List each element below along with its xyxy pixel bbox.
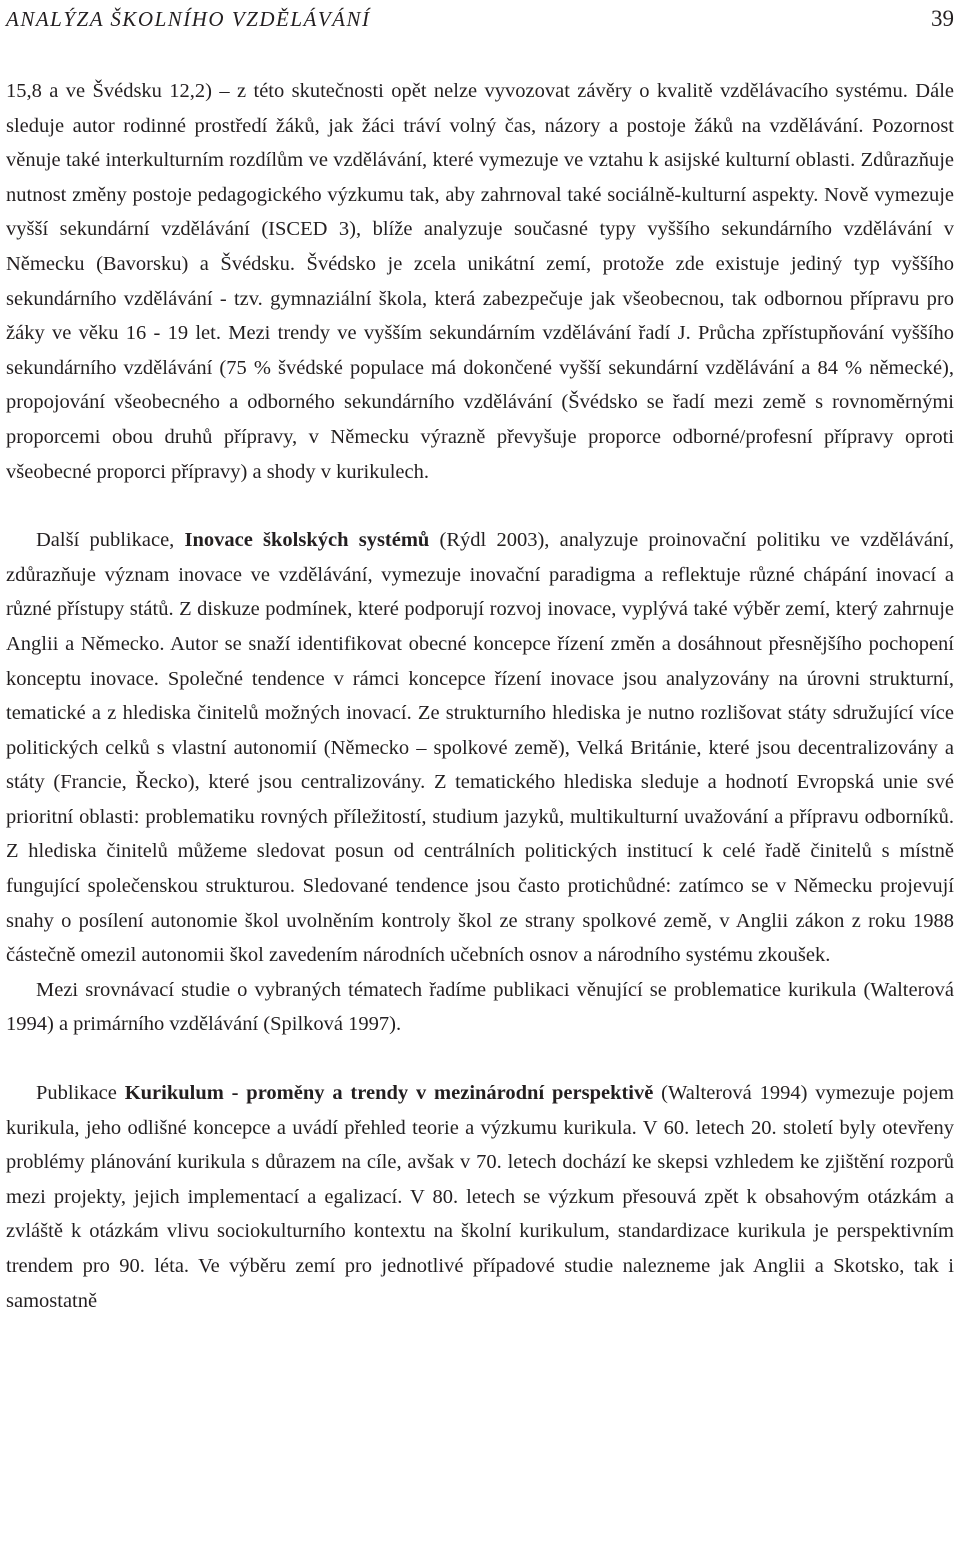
paragraph-3: Mezi srovnávací studie o vybraných tématech řadíme publikaci věnující se problematice kurikula (Walterová 1994) a primárního vzdělávání (Spilková 1997). (6, 978, 954, 1036)
paragraph-2 (6, 523, 954, 973)
page-number: 39 (931, 6, 954, 31)
paragraph-4-lead: Publikace (36, 1082, 125, 1105)
paragraph-2-body: (Rýdl 2003), analyzuje proinovační politiku ve vzdělávání, zdůrazňuje význam inovace ve vzdělávání, vymezuje inovační paradigma a reflektuje různé chápání inovací a různé přístupy států. Z diskuze podmínek, které podporují rozvoj inovace, vyplývá také výběr zemí, který zahrnuje Anglii a Německo. Autor se snaží identifikovat obecné koncepce řízení změn a dosáhnout přesnějšího pochopení konceptu inovace. Společné tendence v rámci koncepce řízení inovace jsou analyzovány na úrovni strukturní, tematické a z hlediska činitelů možných inovací. Ze strukturního hlediska je nutno rozlišovat státy sdružující více politických celků s vlastní autonomií (Německo – spolkové země), Velká Británie, které jsou decentralizovány a státy (Francie, Řecko), které jsou centralizovány. Z tematického hlediska sleduje a hodnotí Evropská unie své prioritní oblasti: problematiku rovných příležitostí, studium jazyků, multikulturní uvažování a přípravu odborníků. Z hlediska činitelů můžeme sledovat posun od centrálních politických institucí k celé řadě činitelů s místně fungující společenskou strukturou. Sledované tendence jsou často protichůdné: zatímco se v Německu projevují snahy o posílení autonomie škol uvolněním kontroly škol ze strany spolkové země, v Anglii zákon z roku 1988 částečně omezil autonomii škol zavedením národních učebních osnov a národního systému zkoušek. (6, 529, 954, 967)
running-title: ANALÝZA ŠKOLNÍHO VZDĚLÁVÁNÍ (6, 7, 371, 31)
paragraph-4 (6, 1076, 954, 1318)
body-text (6, 74, 954, 1318)
paragraph-4-body: (Walterová 1994) vymezuje pojem kurikula, jeho odlišné koncepce a uvádí přehled teorie a výzkumu kurikula. V 60. letech 20. století byly otevřeny problémy plánování kurikula s důrazem na cíle, avšak v 70. letech dochází ke skepsi vzhledem ke zjištění rozporů mezi projekty, jejich implementací a egalizací. V 80. letech se výzkum přesouvá zpět k obsahovým otázkám a zvláště k otázkám vlivu sociokulturního kontextu na školní kurikulum, standardizace kurikula je perspektivním trendem pro 90. léta. Ve výběru zemí pro jednotlivé případové studie nalezneme jak Anglii a Skotsko, tak i samostatně (6, 1082, 954, 1312)
paragraph-1: 15,8 a ve Švédsku 12,2) – z této skutečnosti opět nelze vyvozovat závěry o kvalitě vzdělávacího systému. Dále sleduje autor rodinné prostředí žáků, jak žáci tráví volný čas, názory a postoje žáků na vzdělávání. Pozornost věnuje také interkulturním rozdílům ve vzdělávání, které vymezuje ve vztahu k asijské kulturní oblasti. Zdůrazňuje nutnost změny postoje pedagogického výzkumu tak, aby zahrnoval také sociálně-kulturní aspekty. Nově vymezuje vyšší sekundární vzdělávání (ISCED 3), blíže analyzuje současné typy vyššího sekundárního vzdělávání v Německu (Bavorsku) a Švédsku. Švédsko je zcela unikátní zemí, protože zde existuje jediný typ vyššího sekundárního vzdělávání - tzv. gymnaziální škola, která zabezpečuje jak všeobecnou, tak odbornou přípravu pro žáky ve věku 16 - 19 let. Mezi trendy ve vyšším sekundárním vzdělávání řadí J. Průcha zpřístupňování vyššího sekundárního vzdělávání (75 % švédské populace má dokončené vyšší sekundární vzdělávání a 84 % německé), propojování všeobecného a odborného sekundárního vzdělávání (Švédsko se řadí mezi země s rovnoměrnými proporcemi obou druhů přípravy, v Německu výrazně převyšuje proporce odborné/profesní přípravy oproti všeobecné proporci přípravy) a shody v kurikulech. (6, 80, 954, 483)
book-title-kurikulum: Kurikulum - proměny a trendy v mezinárodní perspektivě (124, 1082, 654, 1105)
book-title-inovace: Inovace školských systémů (184, 529, 430, 552)
page-header (6, 4, 954, 40)
paragraph-2-lead: Další publikace, (36, 529, 185, 552)
